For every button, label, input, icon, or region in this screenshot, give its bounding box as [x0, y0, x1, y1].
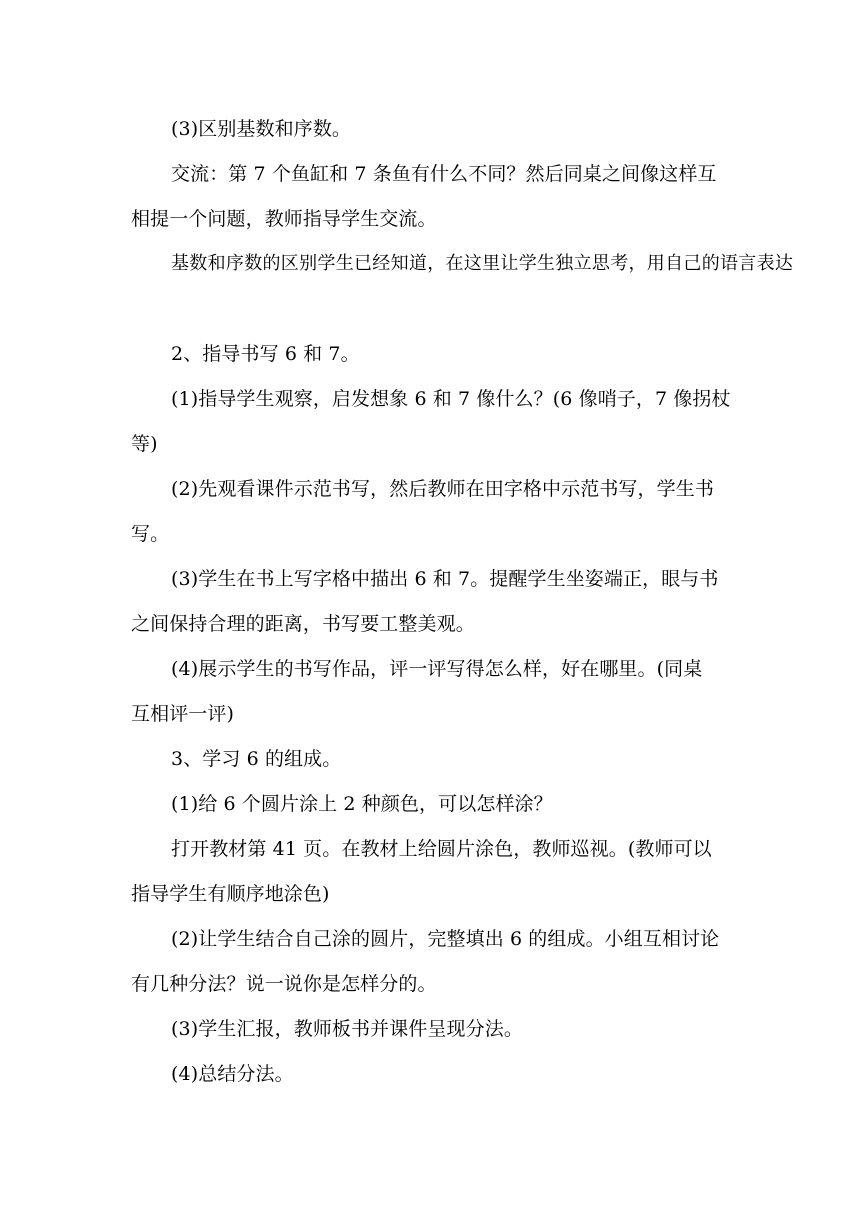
text-line: 打开教材第 41 页。在教材上给圆片涂色，教师巡视。(教师可以 [171, 838, 712, 860]
text-line: (1)给 6 个圆片涂上 2 种颜色，可以怎样涂？ [171, 793, 553, 815]
text-line: (3)学生汇报，教师板书并课件呈现分法。 [171, 1018, 523, 1040]
text-line: (3)学生在书上写字格中描出 6 和 7。提醒学生坐姿端正，眼与书 [171, 568, 719, 590]
section-heading: 3、学习 6 的组成。 [171, 748, 342, 770]
text-line: 写。 [131, 523, 170, 545]
text-line: 之间保持合理的距离，书写要工整美观。 [131, 613, 475, 635]
text-line: 有几种分法？说一说你是怎样分的。 [131, 973, 437, 995]
text-line: (4)总结分法。 [171, 1063, 294, 1085]
text-line: 交流：第 7 个鱼缸和 7 条鱼有什么不同？然后同桌之间像这样互 [171, 163, 717, 185]
text-line: 等) [131, 433, 158, 455]
text-line: 相提一个问题，教师指导学生交流。 [131, 208, 437, 230]
text-line: (2)让学生结合自己涂的圆片，完整填出 6 的组成。小组互相讨论 [171, 928, 720, 950]
text-line: 互相评一评) [131, 703, 235, 725]
text-line: 基数和序数的区别学生已经知道，在这里让学生独立思考，用自己的语言表达 [171, 253, 794, 274]
text-line: 指导学生有顺序地涂色) [131, 883, 330, 905]
text-line: (2)先观看课件示范书写，然后教师在田字格中示范书写，学生书 [171, 478, 714, 500]
text-line: (1)指导学生观察，启发想象 6 和 7 像什么？(6 像哨子，7 像拐杖 [171, 388, 731, 410]
section-heading: 2、指导书写 6 和 7。 [171, 343, 360, 365]
text-line: (3)区别基数和序数。 [171, 118, 352, 140]
text-line: (4)展示学生的书写作品，评一评写得怎么样，好在哪里。(同桌 [171, 658, 703, 680]
